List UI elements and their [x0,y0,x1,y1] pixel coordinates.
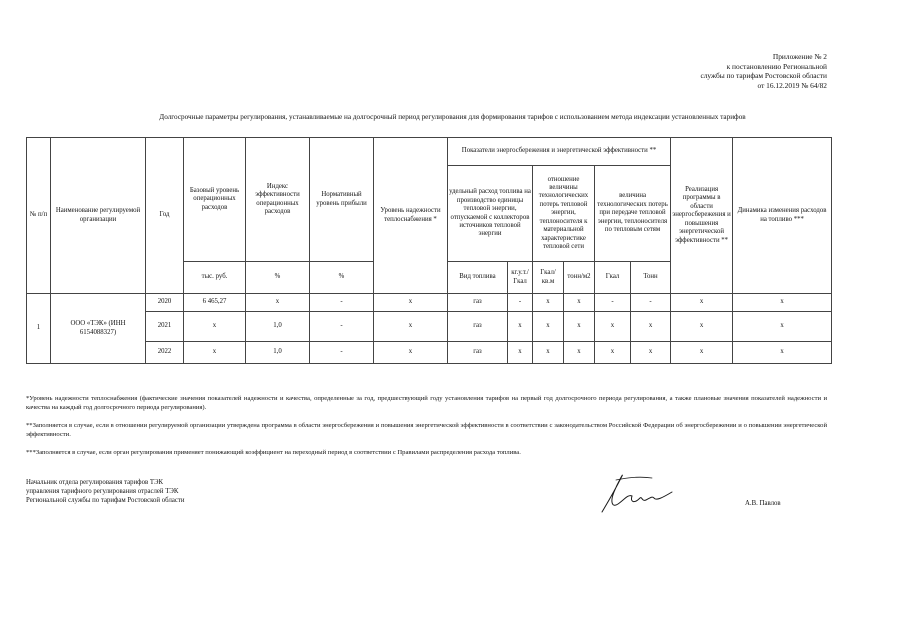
cell-loss-value-2: x [631,342,671,364]
cell-year: 2022 [146,342,184,364]
header-org-name: Наименование регулируемой организации [51,138,146,294]
cell-program: x [671,312,733,342]
cell-profit: - [310,294,374,312]
header-num: № п/п [27,138,51,294]
cell-index: x [246,294,310,312]
document-title: Долгосрочные параметры регулирования, устанавливаемые на долгосрочный период регулирования для формирования тарифов с использованием метода индексации установленных тарифов [159,113,746,121]
header-profit-level: Нормативный уровень прибыли [310,138,374,262]
cell-loss-ratio-1: x [533,342,564,364]
cell-base: x [184,342,246,364]
header-efficiency-index: Индекс эффективности операционных расходов [246,138,310,262]
unit-fuel-type: Вид топлива [448,262,508,294]
appendix-line: к постановлению Региональной [726,61,827,71]
cell-year: 2021 [146,312,184,342]
cell-program: x [671,342,733,364]
cell-fuel: газ [448,294,508,312]
cell-fuel-unit: x [508,312,533,342]
header-dynamics: Динамика изменения расходов на топливо *** [733,138,832,294]
cell-program: x [671,294,733,312]
unit-loss-value-2: Тонн [631,262,671,294]
cell-fuel-unit: x [508,342,533,364]
header-base-level: Базовый уровень операционных расходов [184,138,246,262]
header-loss-ratio: отношение величины технологических потерь тепловой энергии, теплоносителя к материальной характеристике тепловой сети [533,166,595,262]
table-row [27,342,832,364]
unit-loss-ratio-2: тонн/м2 [564,262,595,294]
cell-fuel-unit: - [508,294,533,312]
cell-loss-value-1: - [595,294,631,312]
cell-reliability: x [374,294,448,312]
header-fuel-rate: удельный расход топлива на производство единицы тепловой энергии, отпускаемой с коллекторов источников тепловой энергии [448,166,533,262]
org-num: 1 [27,294,51,364]
cell-dynamics: x [733,342,832,364]
appendix-header [700,52,827,90]
header-energy-group: Показатели энергосбережения и энергетической эффективности ** [448,138,671,166]
signer-position [26,479,185,505]
cell-loss-ratio-1: x [533,294,564,312]
cell-loss-value-2: - [631,294,671,312]
cell-loss-ratio-2: x [564,342,595,364]
unit-fuel: кг.у.т./Гкал [508,262,533,294]
cell-loss-ratio-1: x [533,312,564,342]
footnote-1: *Уровень надежности теплоснабжения (фактические значения показателей надежности и качества, определенные за год, предшествующий году установления тарифов на первый год долгосрочного периода регулирования, а также плановые значения показателей надежности и качества на каждый год долгосрочного периода регулирования). [26,395,827,412]
footnote-3: ***Заполняется в случае, если орган регулирования применяет понижающий коэффициент на переходный период в соответствии с Правилами распределения расхода топлива. [26,449,521,456]
signer-name: А.В. Павлов [745,500,781,507]
cell-loss-ratio-2: x [564,294,595,312]
signer-line: Региональной службы по тарифам Ростовской области [26,496,185,504]
parameters-table [26,137,832,364]
unit-loss-ratio-1: Гкал/ кв.м [533,262,564,294]
cell-fuel: газ [448,312,508,342]
cell-reliability: x [374,342,448,364]
cell-loss-value-1: x [595,342,631,364]
signer-line: управления тарифного регулирования отраслей ТЭК [26,487,179,495]
header-loss-value: величина технологических потерь при передаче тепловой энергии, теплоносителя по тепловым сетям [595,166,671,262]
unit-loss-value-1: Гкал [595,262,631,294]
signer-line: Начальник отдела регулирования тарифов ТЭК [26,479,164,486]
unit-efficiency-index: % [246,262,310,294]
cell-reliability: x [374,312,448,342]
cell-loss-value-1: x [595,312,631,342]
cell-loss-value-2: x [631,312,671,342]
cell-index: 1,0 [246,342,310,364]
table-row [27,294,832,312]
cell-loss-ratio-2: x [564,312,595,342]
header-reliability: Уровень надежности теплоснабжения * [374,138,448,294]
cell-fuel: газ [448,342,508,364]
table-row [27,312,832,342]
org-name: ООО «ТЭК» (ИНН 6154088327) [51,294,146,364]
cell-profit: - [310,312,374,342]
appendix-line: Приложение № 2 [772,52,827,61]
cell-dynamics: x [733,294,832,312]
unit-base-level: тыс. руб. [184,262,246,294]
unit-profit-level: % [310,262,374,294]
appendix-line: службы по тарифам Ростовской области [700,71,827,81]
cell-index: 1,0 [246,312,310,342]
cell-year: 2020 [146,294,184,312]
cell-dynamics: x [733,312,832,342]
cell-base: x [184,312,246,342]
header-program: Реализация программы в области энергосбережения и повышения энергетической эффективности ** [671,138,733,294]
header-year: Год [146,138,184,294]
cell-profit: - [310,342,374,364]
handwritten-signature [596,470,676,518]
cell-base: 6 465,27 [184,294,246,312]
footnote-2: **Заполняется в случае, если в отношении регулируемой организации утверждена программа в области энергосбережения и повышения энергетической эффективности в соответствии с законодательством Российской Федерации об энергосбережении и о повышении энергетической эффективности. [26,422,827,439]
appendix-line: от 16.12.2019 № 64/82 [757,80,827,90]
